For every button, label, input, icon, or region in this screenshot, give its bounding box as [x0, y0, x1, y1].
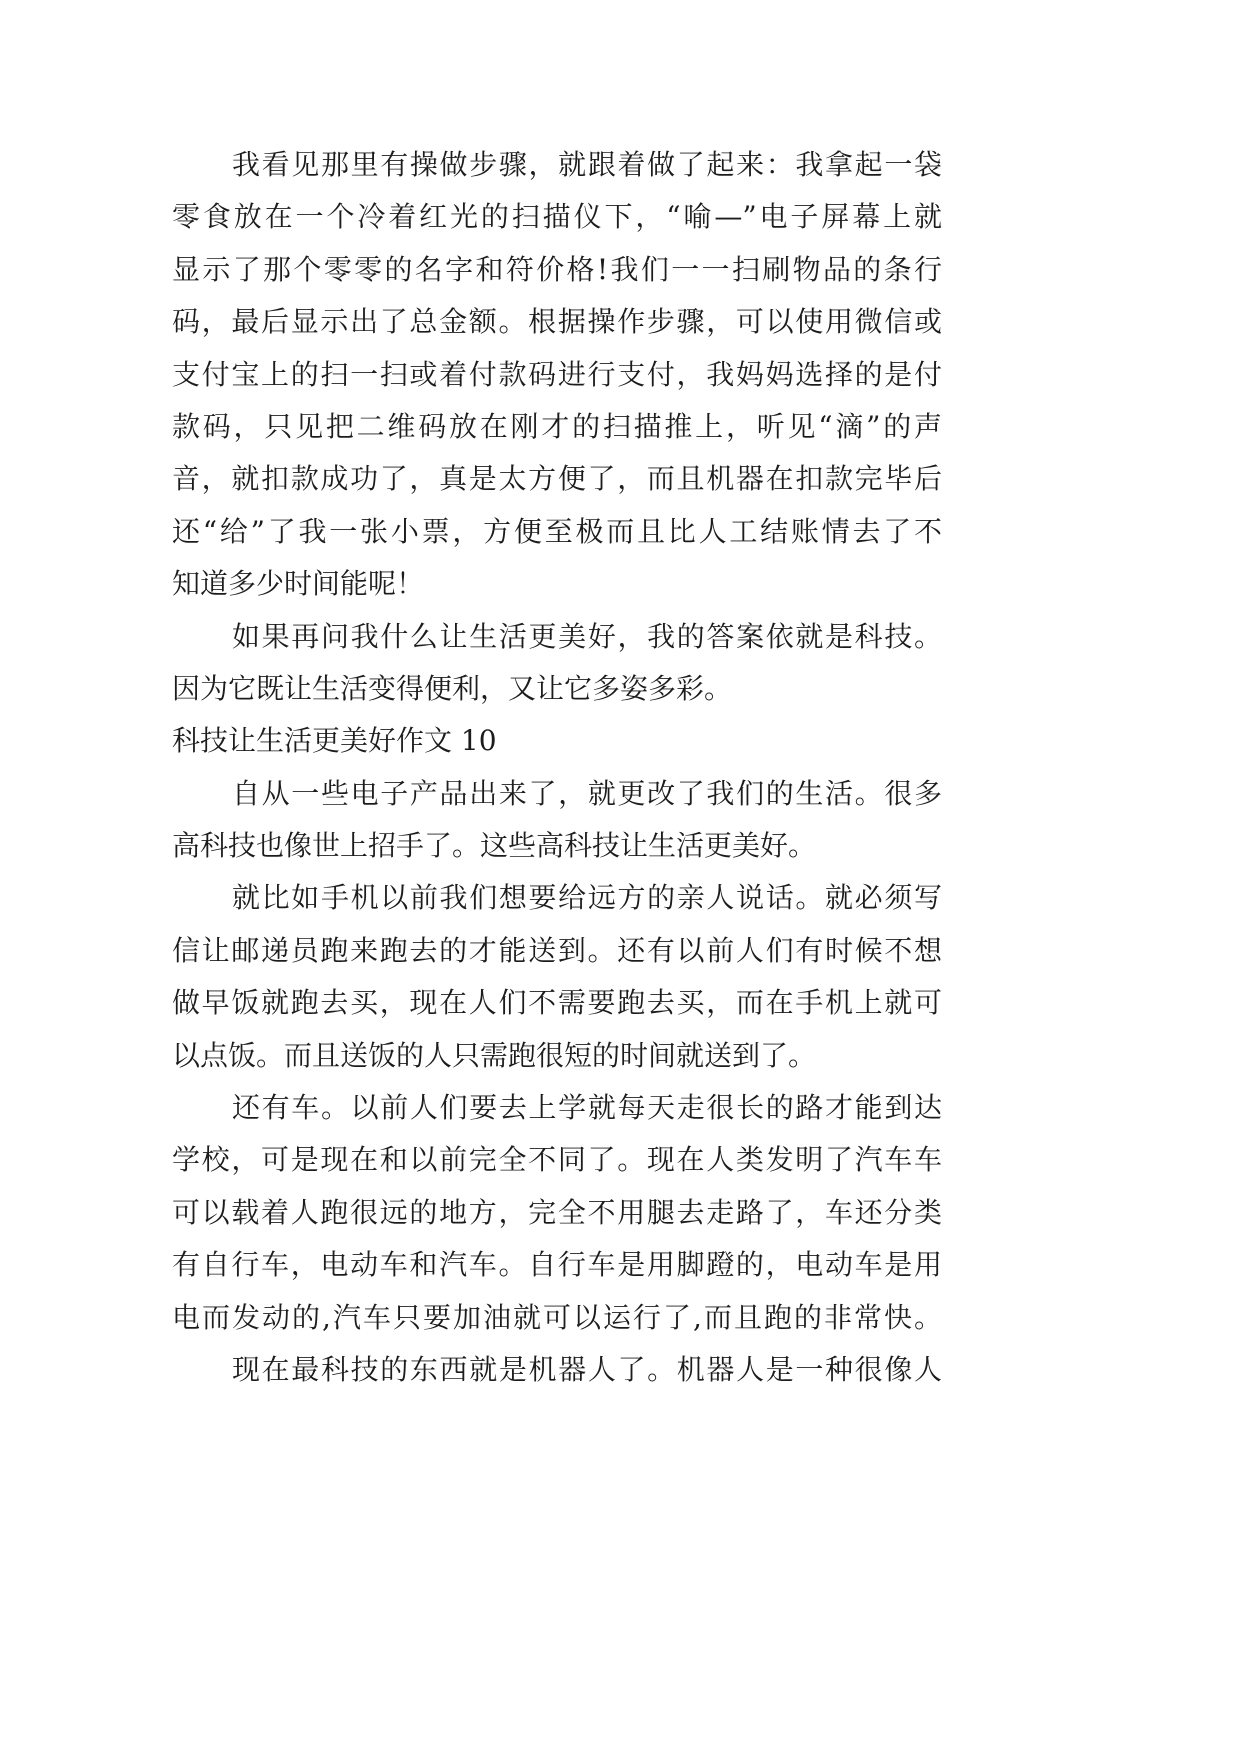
paragraph-line: 有自行车，电动车和汽车。自行车是用脚蹬的，电动车是用 — [172, 1248, 942, 1282]
paragraph-line: 我看见那里有操做步骤，就跟着做了起来：我拿起一袋 — [232, 148, 942, 181]
paragraph-line: 高科技也像世上招手了。这些高科技让生活更美好。 — [172, 829, 817, 863]
paragraph — [172, 611, 942, 716]
paragraph-line: 零食放在一个冷着红光的扫描仪下，“喻—”电子屏幕上就 — [172, 200, 942, 234]
paragraph-line: 码，最后显示出了总金额。根据操作步骤，可以使用微信或 — [172, 305, 942, 339]
paragraph — [172, 768, 942, 873]
paragraph-line: 做早饭就跑去买，现在人们不需要跑去买，而在手机上就可 — [172, 986, 942, 1020]
paragraph-line: 音，就扣款成功了，真是太方便了，而且机器在扣款完毕后 — [172, 462, 942, 496]
document-body — [172, 139, 942, 1396]
section-heading: 科技让生活更美好作文 10 — [172, 724, 497, 758]
paragraph — [172, 139, 942, 611]
paragraph-line: 还有车。以前人们要去上学就每天走很长的路才能到达 — [232, 1091, 942, 1125]
paragraph-line: 信让邮递员跑来跑去的才能送到。还有以前人们有时候不想 — [172, 933, 942, 967]
paragraph — [172, 1344, 942, 1396]
paragraph-line: 显示了那个零零的名字和符价格!我们一一扫刷物品的条行 — [172, 252, 942, 286]
paragraph — [172, 872, 942, 1082]
paragraph-line: 因为它既让生活变得便利，又让它多姿多彩。 — [172, 671, 733, 705]
paragraph-line: 以点饭。而且送饭的人只需跑很短的时间就送到了。 — [172, 1038, 817, 1072]
paragraph-line: 知道多少时间能呢！ — [172, 567, 425, 601]
paragraph-line: 支付宝上的扫一扫或着付款码进行支付，我妈妈选择的是付 — [172, 357, 942, 391]
paragraph — [172, 1082, 942, 1344]
paragraph-line: 就比如手机以前我们想要给远方的亲人说话。就必须写 — [232, 881, 942, 915]
paragraph-line: 学校，可是现在和以前完全不同了。现在人类发明了汽车车 — [172, 1143, 942, 1177]
paragraph-line: 自从一些电子产品出来了，就更改了我们的生活。很多 — [232, 776, 942, 810]
paragraph-line: 还“给”了我一张小票，方便至极而且比人工结账情去了不 — [172, 514, 942, 548]
paragraph-line: 电而发动的,汽车只要加油就可以运行了,而且跑的非常快。 — [172, 1300, 942, 1334]
paragraph-line: 可以载着人跑很远的地方，完全不用腿去走路了，车还分类 — [172, 1195, 942, 1229]
paragraph-line: 款码，只见把二维码放在刚才的扫描推上，听见“滴”的声 — [172, 409, 942, 443]
paragraph-line: 现在最科技的东西就是机器人了。机器人是一种很像人 — [232, 1352, 942, 1386]
paragraph-line: 如果再问我什么让生活更美好，我的答案依就是科技。 — [232, 619, 942, 653]
